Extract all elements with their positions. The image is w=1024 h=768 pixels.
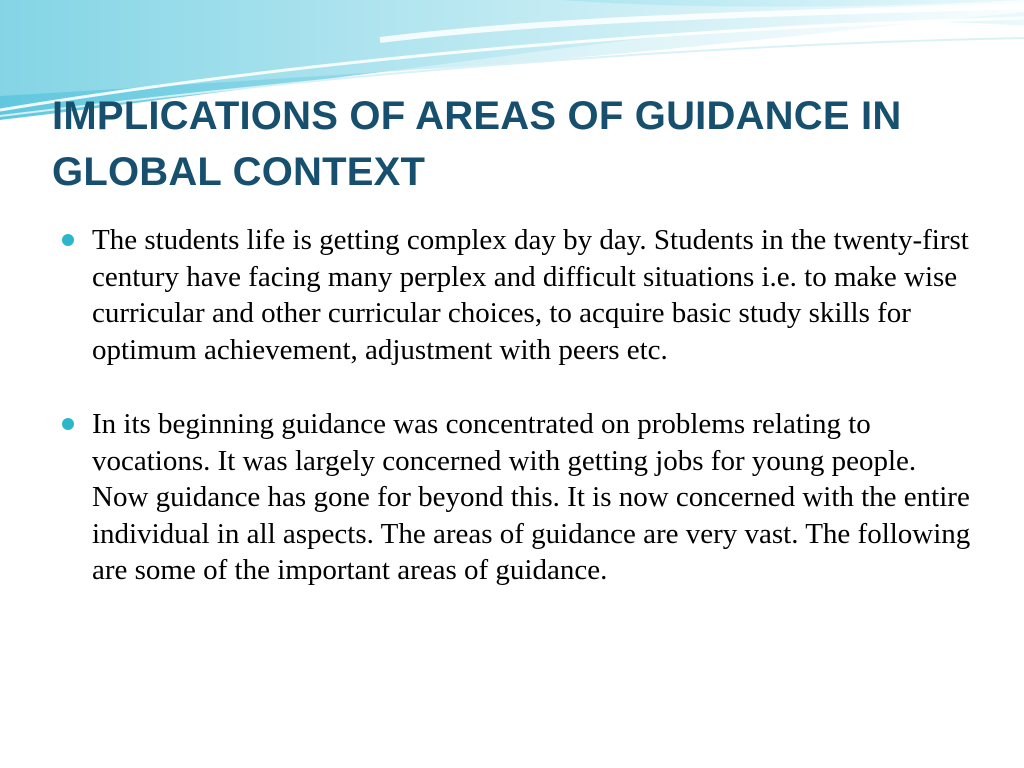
bullet-item [62,222,972,368]
bullet-list [62,222,972,627]
bullet-text: In its beginning guidance was concentrated on problems relating to vocations. It was largely concerned with getting jobs for young people. Now guidance has gone for beyond this. It is now concerned with the entire individual in all aspects. The areas of guidance are very vast. The following are some of the important areas of guidance. [92,408,971,586]
filled-circle-icon [62,418,74,430]
bullet-item [62,406,972,589]
bullet-text: The students life is getting complex day by day. Students in the twenty-first century have facing many perplex and difficult situations i.e. to make wise curricular and other curricular choices, to acquire basic study skills for optimum achievement, adjustment with peers etc. [92,224,969,366]
slide-title: IMPLICATIONS OF AREAS OF GUIDANCE IN GLOBAL CONTEXT [52,94,902,194]
filled-circle-icon [62,234,74,246]
